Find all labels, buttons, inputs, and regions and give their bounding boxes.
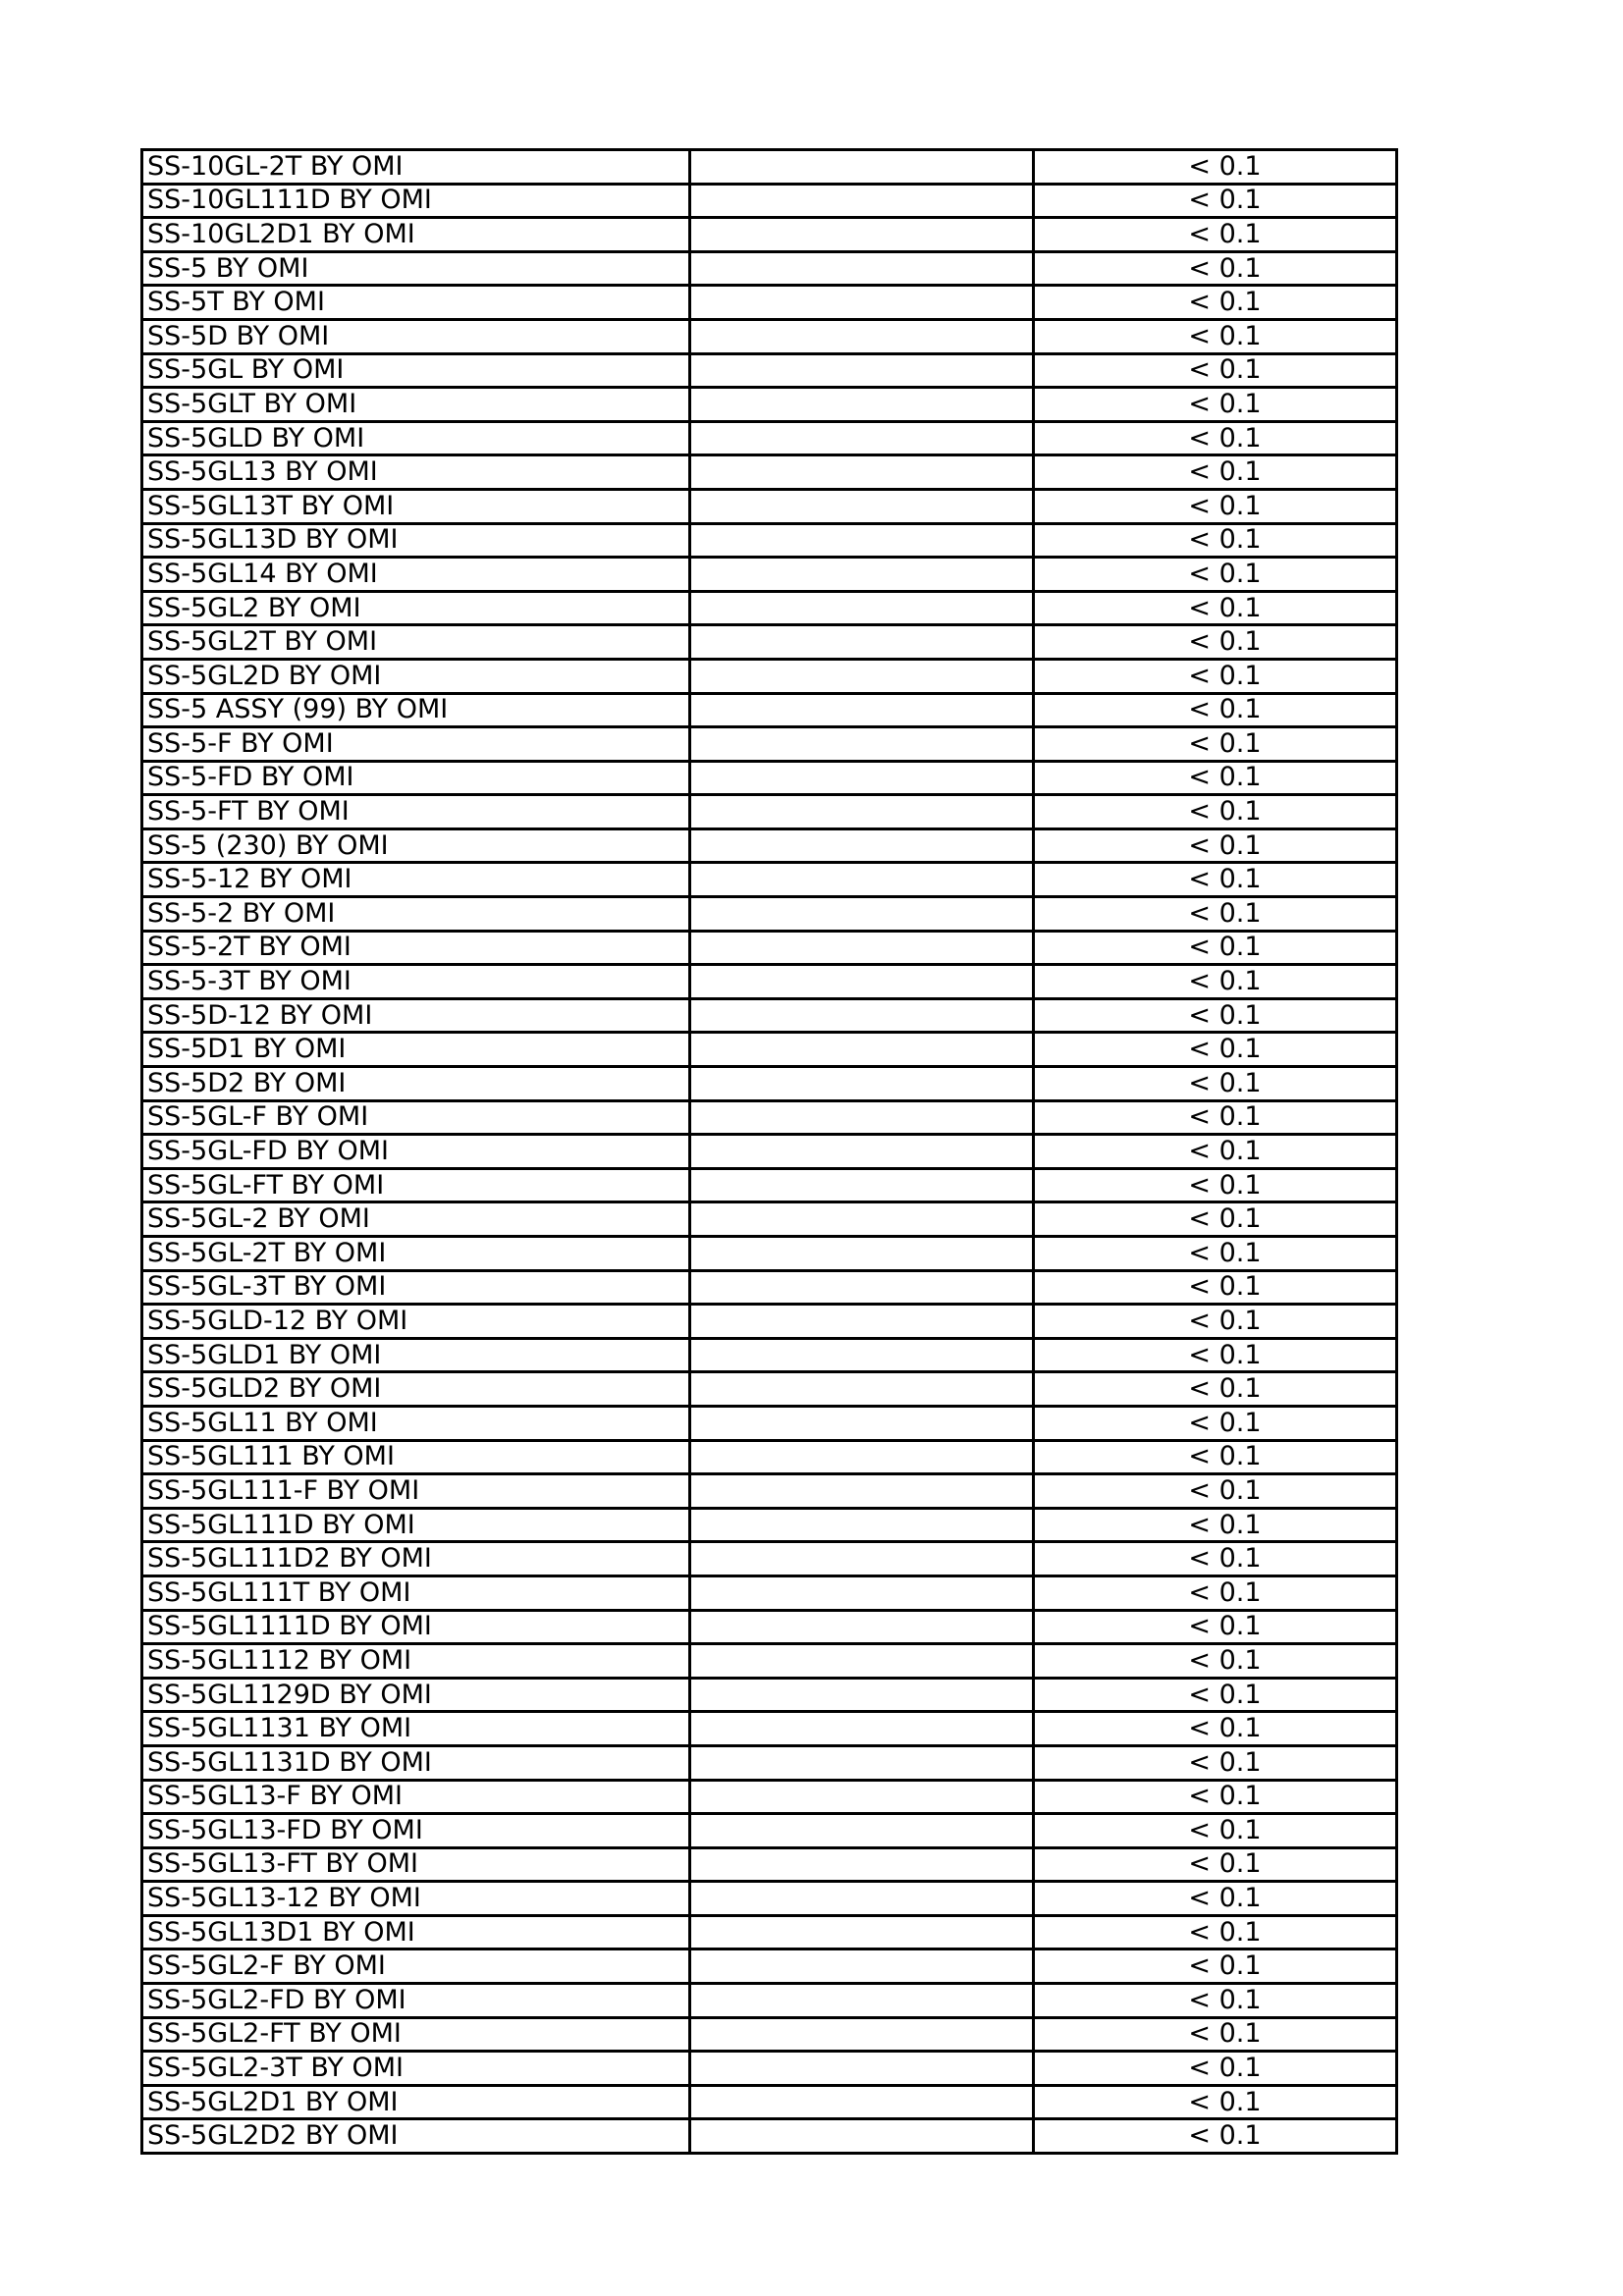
- value-cell: < 0.1: [1034, 286, 1397, 320]
- value-cell: < 0.1: [1034, 693, 1397, 727]
- value-cell: < 0.1: [1034, 761, 1397, 795]
- table-row: [142, 1440, 1397, 1474]
- table-row: [142, 286, 1397, 320]
- value-cell: < 0.1: [1034, 489, 1397, 523]
- table-row: [142, 1712, 1397, 1746]
- table-row: [142, 388, 1397, 422]
- note-cell: [690, 1847, 1034, 1882]
- value-cell: < 0.1: [1034, 1915, 1397, 1949]
- note-cell: [690, 828, 1034, 863]
- table-row: [142, 353, 1397, 388]
- table-row: [142, 1100, 1397, 1135]
- note-cell: [690, 2017, 1034, 2052]
- table-row: [142, 1814, 1397, 1848]
- value-cell: < 0.1: [1034, 1440, 1397, 1474]
- part-name-cell: SS-5GL13D BY OMI: [142, 523, 690, 558]
- table-row: [142, 319, 1397, 353]
- note-cell: [690, 388, 1034, 422]
- part-name-cell: SS-5 ASSY (99) BY OMI: [142, 693, 690, 727]
- table-row: [142, 1135, 1397, 1169]
- part-name-cell: SS-5GL13-FT BY OMI: [142, 1847, 690, 1882]
- table-row: [142, 218, 1397, 252]
- value-cell: < 0.1: [1034, 1474, 1397, 1509]
- note-cell: [690, 2085, 1034, 2119]
- note-cell: [690, 2052, 1034, 2086]
- value-cell: < 0.1: [1034, 421, 1397, 455]
- value-cell: < 0.1: [1034, 353, 1397, 388]
- table-row: [142, 1338, 1397, 1372]
- table-row: [142, 591, 1397, 625]
- note-cell: [690, 1508, 1034, 1542]
- note-cell: [690, 523, 1034, 558]
- part-name-cell: SS-5GL1111D BY OMI: [142, 1610, 690, 1644]
- table-row: [142, 558, 1397, 592]
- table-row: [142, 659, 1397, 693]
- parts-table: [140, 148, 1398, 2155]
- part-name-cell: SS-5GLD BY OMI: [142, 421, 690, 455]
- value-cell: < 0.1: [1034, 1135, 1397, 1169]
- note-cell: [690, 1135, 1034, 1169]
- note-cell: [690, 998, 1034, 1033]
- part-name-cell: SS-5GL111D BY OMI: [142, 1508, 690, 1542]
- value-cell: < 0.1: [1034, 1237, 1397, 1271]
- table-row: [142, 489, 1397, 523]
- value-cell: < 0.1: [1034, 897, 1397, 932]
- value-cell: < 0.1: [1034, 828, 1397, 863]
- note-cell: [690, 1440, 1034, 1474]
- part-name-cell: SS-5GL2-3T BY OMI: [142, 2052, 690, 2086]
- table-row: [142, 931, 1397, 965]
- note-cell: [690, 1338, 1034, 1372]
- table-row: [142, 1949, 1397, 1984]
- note-cell: [690, 1780, 1034, 1814]
- table-row: [142, 727, 1397, 762]
- note-cell: [690, 1542, 1034, 1576]
- table-row: [142, 1406, 1397, 1440]
- part-name-cell: SS-10GL2D1 BY OMI: [142, 218, 690, 252]
- value-cell: < 0.1: [1034, 150, 1397, 185]
- note-cell: [690, 591, 1034, 625]
- part-name-cell: SS-5GLT BY OMI: [142, 388, 690, 422]
- note-cell: [690, 1372, 1034, 1407]
- part-name-cell: SS-5 BY OMI: [142, 251, 690, 286]
- part-name-cell: SS-5GL14 BY OMI: [142, 558, 690, 592]
- value-cell: < 0.1: [1034, 931, 1397, 965]
- note-cell: [690, 251, 1034, 286]
- note-cell: [690, 286, 1034, 320]
- table-row: [142, 965, 1397, 999]
- table-row: [142, 1644, 1397, 1679]
- value-cell: < 0.1: [1034, 1542, 1397, 1576]
- part-name-cell: SS-5GL13 BY OMI: [142, 455, 690, 490]
- note-cell: [690, 1270, 1034, 1305]
- value-cell: < 0.1: [1034, 1270, 1397, 1305]
- part-name-cell: SS-5GLD1 BY OMI: [142, 1338, 690, 1372]
- table-row: [142, 2119, 1397, 2154]
- note-cell: [690, 1882, 1034, 1916]
- part-name-cell: SS-5GL13-FD BY OMI: [142, 1814, 690, 1848]
- part-name-cell: SS-5GL BY OMI: [142, 353, 690, 388]
- value-cell: < 0.1: [1034, 184, 1397, 218]
- note-cell: [690, 1202, 1034, 1237]
- value-cell: < 0.1: [1034, 523, 1397, 558]
- table-row: [142, 1915, 1397, 1949]
- part-name-cell: SS-5D1 BY OMI: [142, 1033, 690, 1067]
- value-cell: < 0.1: [1034, 863, 1397, 897]
- note-cell: [690, 1712, 1034, 1746]
- value-cell: < 0.1: [1034, 795, 1397, 829]
- parts-table-body: [142, 150, 1397, 2154]
- table-row: [142, 1678, 1397, 1712]
- value-cell: < 0.1: [1034, 1882, 1397, 1916]
- part-name-cell: SS-5GL111-F BY OMI: [142, 1474, 690, 1509]
- table-row: [142, 523, 1397, 558]
- table-row: [142, 455, 1397, 490]
- note-cell: [690, 795, 1034, 829]
- part-name-cell: SS-5GL2-F BY OMI: [142, 1949, 690, 1984]
- note-cell: [690, 1678, 1034, 1712]
- table-row: [142, 1270, 1397, 1305]
- value-cell: < 0.1: [1034, 2119, 1397, 2154]
- part-name-cell: SS-5D BY OMI: [142, 319, 690, 353]
- table-row: [142, 795, 1397, 829]
- part-name-cell: SS-5GL13T BY OMI: [142, 489, 690, 523]
- note-cell: [690, 931, 1034, 965]
- part-name-cell: SS-5GL111T BY OMI: [142, 1575, 690, 1610]
- value-cell: < 0.1: [1034, 558, 1397, 592]
- table-row: [142, 1067, 1397, 1101]
- value-cell: < 0.1: [1034, 1202, 1397, 1237]
- table-row: [142, 1474, 1397, 1509]
- table-row: [142, 1372, 1397, 1407]
- table-row: [142, 1237, 1397, 1271]
- table-row: [142, 1508, 1397, 1542]
- note-cell: [690, 184, 1034, 218]
- table-row: [142, 1168, 1397, 1202]
- part-name-cell: SS-5GL1131D BY OMI: [142, 1745, 690, 1780]
- part-name-cell: SS-5GLD2 BY OMI: [142, 1372, 690, 1407]
- table-row: [142, 1202, 1397, 1237]
- part-name-cell: SS-5GL13D1 BY OMI: [142, 1915, 690, 1949]
- value-cell: < 0.1: [1034, 319, 1397, 353]
- value-cell: < 0.1: [1034, 998, 1397, 1033]
- part-name-cell: SS-5-FT BY OMI: [142, 795, 690, 829]
- note-cell: [690, 1644, 1034, 1679]
- table-row: [142, 693, 1397, 727]
- value-cell: < 0.1: [1034, 727, 1397, 762]
- part-name-cell: SS-5GL11 BY OMI: [142, 1406, 690, 1440]
- part-name-cell: SS-5GL1131 BY OMI: [142, 1712, 690, 1746]
- part-name-cell: SS-5GL2-FD BY OMI: [142, 1984, 690, 2018]
- value-cell: < 0.1: [1034, 1305, 1397, 1339]
- value-cell: < 0.1: [1034, 2085, 1397, 2119]
- note-cell: [690, 1237, 1034, 1271]
- value-cell: < 0.1: [1034, 251, 1397, 286]
- table-row: [142, 251, 1397, 286]
- value-cell: < 0.1: [1034, 1508, 1397, 1542]
- part-name-cell: SS-5GL-2T BY OMI: [142, 1237, 690, 1271]
- table-row: [142, 761, 1397, 795]
- value-cell: < 0.1: [1034, 1372, 1397, 1407]
- note-cell: [690, 558, 1034, 592]
- table-row: [142, 1847, 1397, 1882]
- table-row: [142, 1984, 1397, 2018]
- note-cell: [690, 1067, 1034, 1101]
- note-cell: [690, 1575, 1034, 1610]
- value-cell: < 0.1: [1034, 218, 1397, 252]
- table-row: [142, 1575, 1397, 1610]
- part-name-cell: SS-5-FD BY OMI: [142, 761, 690, 795]
- part-name-cell: SS-5GL-FD BY OMI: [142, 1135, 690, 1169]
- note-cell: [690, 353, 1034, 388]
- part-name-cell: SS-5GL-F BY OMI: [142, 1100, 690, 1135]
- table-row: [142, 625, 1397, 660]
- table-row: [142, 1033, 1397, 1067]
- table-row: [142, 1542, 1397, 1576]
- note-cell: [690, 1100, 1034, 1135]
- table-row: [142, 1305, 1397, 1339]
- part-name-cell: SS-5-2 BY OMI: [142, 897, 690, 932]
- table-row: [142, 150, 1397, 185]
- value-cell: < 0.1: [1034, 1678, 1397, 1712]
- part-name-cell: SS-5GL2T BY OMI: [142, 625, 690, 660]
- part-name-cell: SS-5GL13-12 BY OMI: [142, 1882, 690, 1916]
- note-cell: [690, 1984, 1034, 2018]
- part-name-cell: SS-5GL2D BY OMI: [142, 659, 690, 693]
- part-name-cell: SS-5GL1112 BY OMI: [142, 1644, 690, 1679]
- note-cell: [690, 1915, 1034, 1949]
- value-cell: < 0.1: [1034, 1780, 1397, 1814]
- value-cell: < 0.1: [1034, 1949, 1397, 1984]
- part-name-cell: SS-5-F BY OMI: [142, 727, 690, 762]
- note-cell: [690, 761, 1034, 795]
- value-cell: < 0.1: [1034, 1984, 1397, 2018]
- part-name-cell: SS-5-3T BY OMI: [142, 965, 690, 999]
- note-cell: [690, 421, 1034, 455]
- value-cell: < 0.1: [1034, 1067, 1397, 1101]
- part-name-cell: SS-5GL13-F BY OMI: [142, 1780, 690, 1814]
- table-row: [142, 421, 1397, 455]
- part-name-cell: SS-5GL-3T BY OMI: [142, 1270, 690, 1305]
- part-name-cell: SS-10GL111D BY OMI: [142, 184, 690, 218]
- note-cell: [690, 319, 1034, 353]
- table-row: [142, 828, 1397, 863]
- note-cell: [690, 1033, 1034, 1067]
- table-row: [142, 2017, 1397, 2052]
- value-cell: < 0.1: [1034, 2017, 1397, 2052]
- value-cell: < 0.1: [1034, 388, 1397, 422]
- part-name-cell: SS-5GL1129D BY OMI: [142, 1678, 690, 1712]
- value-cell: < 0.1: [1034, 1033, 1397, 1067]
- note-cell: [690, 659, 1034, 693]
- value-cell: < 0.1: [1034, 965, 1397, 999]
- table-row: [142, 1610, 1397, 1644]
- note-cell: [690, 455, 1034, 490]
- part-name-cell: SS-5GL2D1 BY OMI: [142, 2085, 690, 2119]
- value-cell: < 0.1: [1034, 625, 1397, 660]
- note-cell: [690, 489, 1034, 523]
- table-row: [142, 184, 1397, 218]
- part-name-cell: SS-5GLD-12 BY OMI: [142, 1305, 690, 1339]
- value-cell: < 0.1: [1034, 2052, 1397, 2086]
- table-row: [142, 897, 1397, 932]
- table-row: [142, 863, 1397, 897]
- part-name-cell: SS-5D-12 BY OMI: [142, 998, 690, 1033]
- note-cell: [690, 1814, 1034, 1848]
- value-cell: < 0.1: [1034, 1575, 1397, 1610]
- note-cell: [690, 218, 1034, 252]
- note-cell: [690, 1610, 1034, 1644]
- table-row: [142, 1745, 1397, 1780]
- note-cell: [690, 625, 1034, 660]
- value-cell: < 0.1: [1034, 591, 1397, 625]
- note-cell: [690, 965, 1034, 999]
- note-cell: [690, 727, 1034, 762]
- note-cell: [690, 1168, 1034, 1202]
- note-cell: [690, 1406, 1034, 1440]
- value-cell: < 0.1: [1034, 455, 1397, 490]
- part-name-cell: SS-5D2 BY OMI: [142, 1067, 690, 1101]
- value-cell: < 0.1: [1034, 1847, 1397, 1882]
- value-cell: < 0.1: [1034, 1745, 1397, 1780]
- note-cell: [690, 2119, 1034, 2154]
- note-cell: [690, 1305, 1034, 1339]
- note-cell: [690, 1949, 1034, 1984]
- value-cell: < 0.1: [1034, 1338, 1397, 1372]
- note-cell: [690, 1745, 1034, 1780]
- part-name-cell: SS-5GL-2 BY OMI: [142, 1202, 690, 1237]
- value-cell: < 0.1: [1034, 659, 1397, 693]
- part-name-cell: SS-5GL2 BY OMI: [142, 591, 690, 625]
- part-name-cell: SS-5 (230) BY OMI: [142, 828, 690, 863]
- table-row: [142, 2085, 1397, 2119]
- part-name-cell: SS-5GL111D2 BY OMI: [142, 1542, 690, 1576]
- part-name-cell: SS-10GL-2T BY OMI: [142, 150, 690, 185]
- value-cell: < 0.1: [1034, 1644, 1397, 1679]
- note-cell: [690, 693, 1034, 727]
- table-row: [142, 998, 1397, 1033]
- note-cell: [690, 1474, 1034, 1509]
- value-cell: < 0.1: [1034, 1712, 1397, 1746]
- part-name-cell: SS-5T BY OMI: [142, 286, 690, 320]
- value-cell: < 0.1: [1034, 1814, 1397, 1848]
- note-cell: [690, 150, 1034, 185]
- part-name-cell: SS-5GL111 BY OMI: [142, 1440, 690, 1474]
- value-cell: < 0.1: [1034, 1406, 1397, 1440]
- part-name-cell: SS-5GL-FT BY OMI: [142, 1168, 690, 1202]
- note-cell: [690, 897, 1034, 932]
- note-cell: [690, 863, 1034, 897]
- value-cell: < 0.1: [1034, 1610, 1397, 1644]
- part-name-cell: SS-5-12 BY OMI: [142, 863, 690, 897]
- table-row: [142, 1882, 1397, 1916]
- part-name-cell: SS-5GL2D2 BY OMI: [142, 2119, 690, 2154]
- value-cell: < 0.1: [1034, 1100, 1397, 1135]
- value-cell: < 0.1: [1034, 1168, 1397, 1202]
- table-row: [142, 2052, 1397, 2086]
- part-name-cell: SS-5GL2-FT BY OMI: [142, 2017, 690, 2052]
- table-row: [142, 1780, 1397, 1814]
- part-name-cell: SS-5-2T BY OMI: [142, 931, 690, 965]
